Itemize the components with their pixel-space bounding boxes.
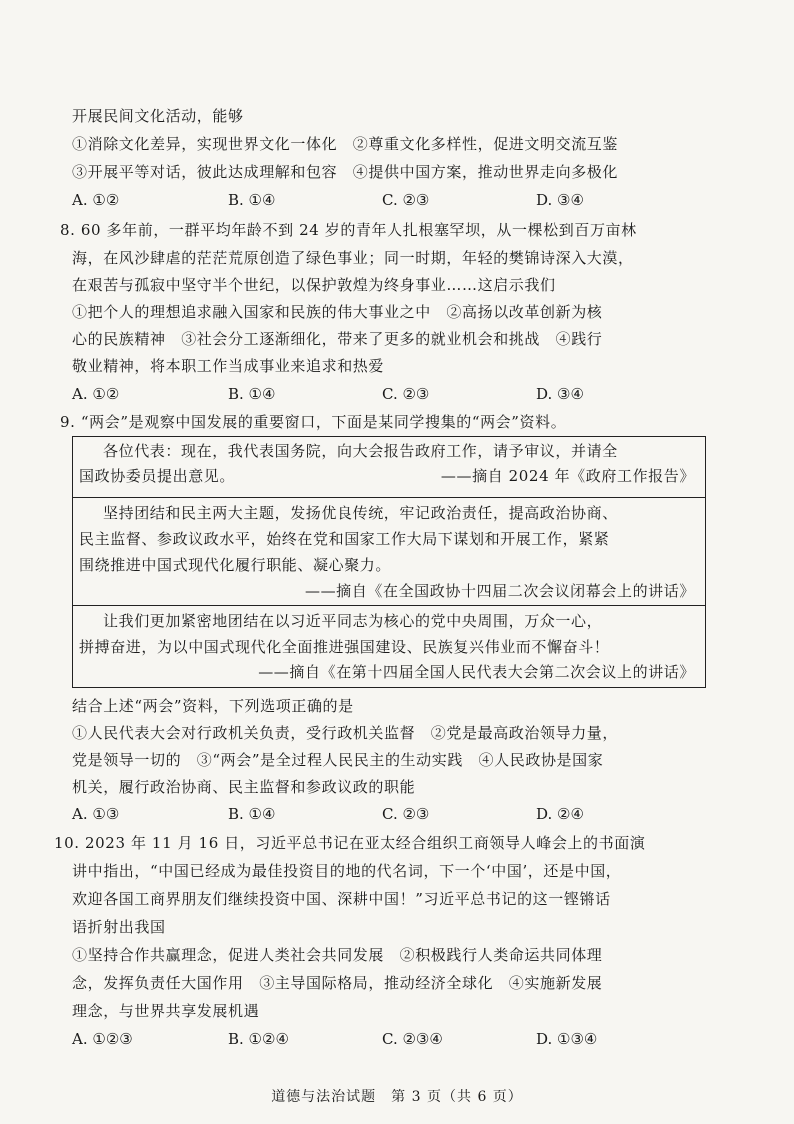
option-b: B. ①②④ [228, 1030, 289, 1048]
q10-line: 理念，与世界共享发展机遇 [72, 1002, 260, 1020]
option-a: A. ①③ [72, 805, 120, 823]
q10-line: 语折射出我国 [72, 918, 166, 936]
q9-line: ①人民代表大会对行政机关负责，受行政机关监督 ②党是最高政治领导力量， [72, 724, 619, 742]
page-footer: 道德与法治试题 第 3 页（共 6 页） [271, 1089, 523, 1105]
q8-line: 8. 60 多年前，一群平均年龄不到 24 岁的青年人扎根塞罕坝，从一棵松到百万亩林 [60, 221, 637, 239]
option-c: C. ②③ [382, 385, 430, 403]
q9-line: 结合上述“两会”资料，下列选项正确的是 [72, 697, 354, 715]
option-a: A. ①② [72, 191, 120, 209]
material-line: 各位代表：现在，我代表国务院，向大会报告政府工作，请予审议，并请全 [103, 442, 618, 460]
q7-options [72, 189, 712, 213]
option-d: D. ①③④ [536, 1030, 598, 1048]
q10-line: 讲中指出，“中国已经成为最佳投资目的地的代名词，下一个‘中国’，还是中国， [72, 862, 622, 880]
q9-options [72, 803, 712, 827]
q10-options [72, 1028, 712, 1052]
q10-line: 欢迎各国工商界朋友们继续投资中国、深耕中国！”习近平总书记的这一铿锵话 [72, 890, 611, 908]
material-line: 让我们更加紧密地团结在以习近平同志为核心的党中央周围，万众一心， [103, 612, 603, 630]
material-line: 坚持团结和民主两大主题，发扬优良传统，牢记政治责任，提高政治协商、 [103, 504, 618, 522]
material-source: ——摘自 2024 年《政府工作报告》 [440, 467, 695, 485]
q8-options [72, 383, 712, 407]
material-line: 拼搏奋进，为以中国式现代化全面推进强国建设、民族复兴伟业而不懈奋斗！ [79, 638, 610, 656]
option-b: B. ①④ [228, 191, 276, 209]
option-d: D. ③④ [536, 191, 584, 209]
option-c: C. ②③ [382, 805, 430, 823]
material-2 [73, 497, 705, 605]
material-line: 围绕推进中国式现代化履行职能、凝心聚力。 [79, 556, 392, 574]
q8-line: 敬业精神，将本职工作当成事业来追求和热爱 [72, 357, 385, 375]
material-1 [73, 437, 705, 497]
q9-intro: 9. “两会”是观察中国发展的重要窗口，下面是某同学搜集的“两会”资料。 [60, 413, 567, 431]
q10-line: 10. 2023 年 11 月 16 日，习近平总书记在亚太经合组织工商领导人峰会上的书面演 [54, 834, 646, 852]
q8-line: 在艰苦与孤寂中坚守半个世纪，以保护敦煌为终身事业……这启示我们 [72, 276, 556, 294]
option-b: B. ①④ [228, 385, 276, 403]
option-d: D. ③④ [536, 385, 584, 403]
q9-line: 机关，履行政治协商、民主监督和参政议政的职能 [72, 778, 416, 796]
option-c: C. ②③④ [382, 1030, 443, 1048]
q10-line: 念，发挥负责任大国作用 ③主导国际格局，推动经济全球化 ④实施新发展 [72, 974, 603, 992]
material-line: 民主监督、参政议政水平，始终在党和国家工作大局下谋划和开展工作，紧紧 [79, 530, 610, 548]
q7-line: 开展民间文化活动，能够 [72, 107, 244, 125]
q8-line: ①把个人的理想追求融入国家和民族的伟大事业之中 ②高扬以改革创新为核 [72, 303, 603, 321]
option-b: B. ①④ [228, 805, 276, 823]
option-a: A. ①② [72, 385, 120, 403]
q8-line: 心的民族精神 ③社会分工逐渐细化，带来了更多的就业机会和挑战 ④践行 [72, 330, 603, 348]
q8-line: 海，在风沙肆虐的茫茫荒原创造了绿色事业；同一时期，年轻的樊锦诗深入大漠， [72, 249, 634, 267]
option-a: A. ①②③ [72, 1030, 133, 1048]
material-line: 国政协委员提出意见。 [79, 467, 236, 485]
q7-line: ①消除文化差异，实现世界文化一体化 ②尊重文化多样性，促进文明交流互鉴 [72, 135, 619, 153]
q9-line: 党是领导一切的 ③“两会”是全过程人民民主的生动实践 ④人民政协是国家 [72, 751, 604, 769]
two-sessions-material-box [72, 436, 706, 688]
q7-line: ③开展平等对话，彼此达成理解和包容 ④提供中国方案，推动世界走向多极化 [72, 163, 619, 181]
material-source: ——摘自《在第十四届全国人民代表大会第二次会议上的讲话》 [258, 663, 695, 681]
option-d: D. ②④ [536, 805, 584, 823]
material-source: ——摘自《在全国政协十四届二次会议闭幕会上的讲话》 [304, 582, 695, 600]
option-c: C. ②③ [382, 191, 430, 209]
material-3 [73, 605, 705, 689]
q10-line: ①坚持合作共赢理念，促进人类社会共同发展 ②积极践行人类命运共同体理 [72, 946, 603, 964]
